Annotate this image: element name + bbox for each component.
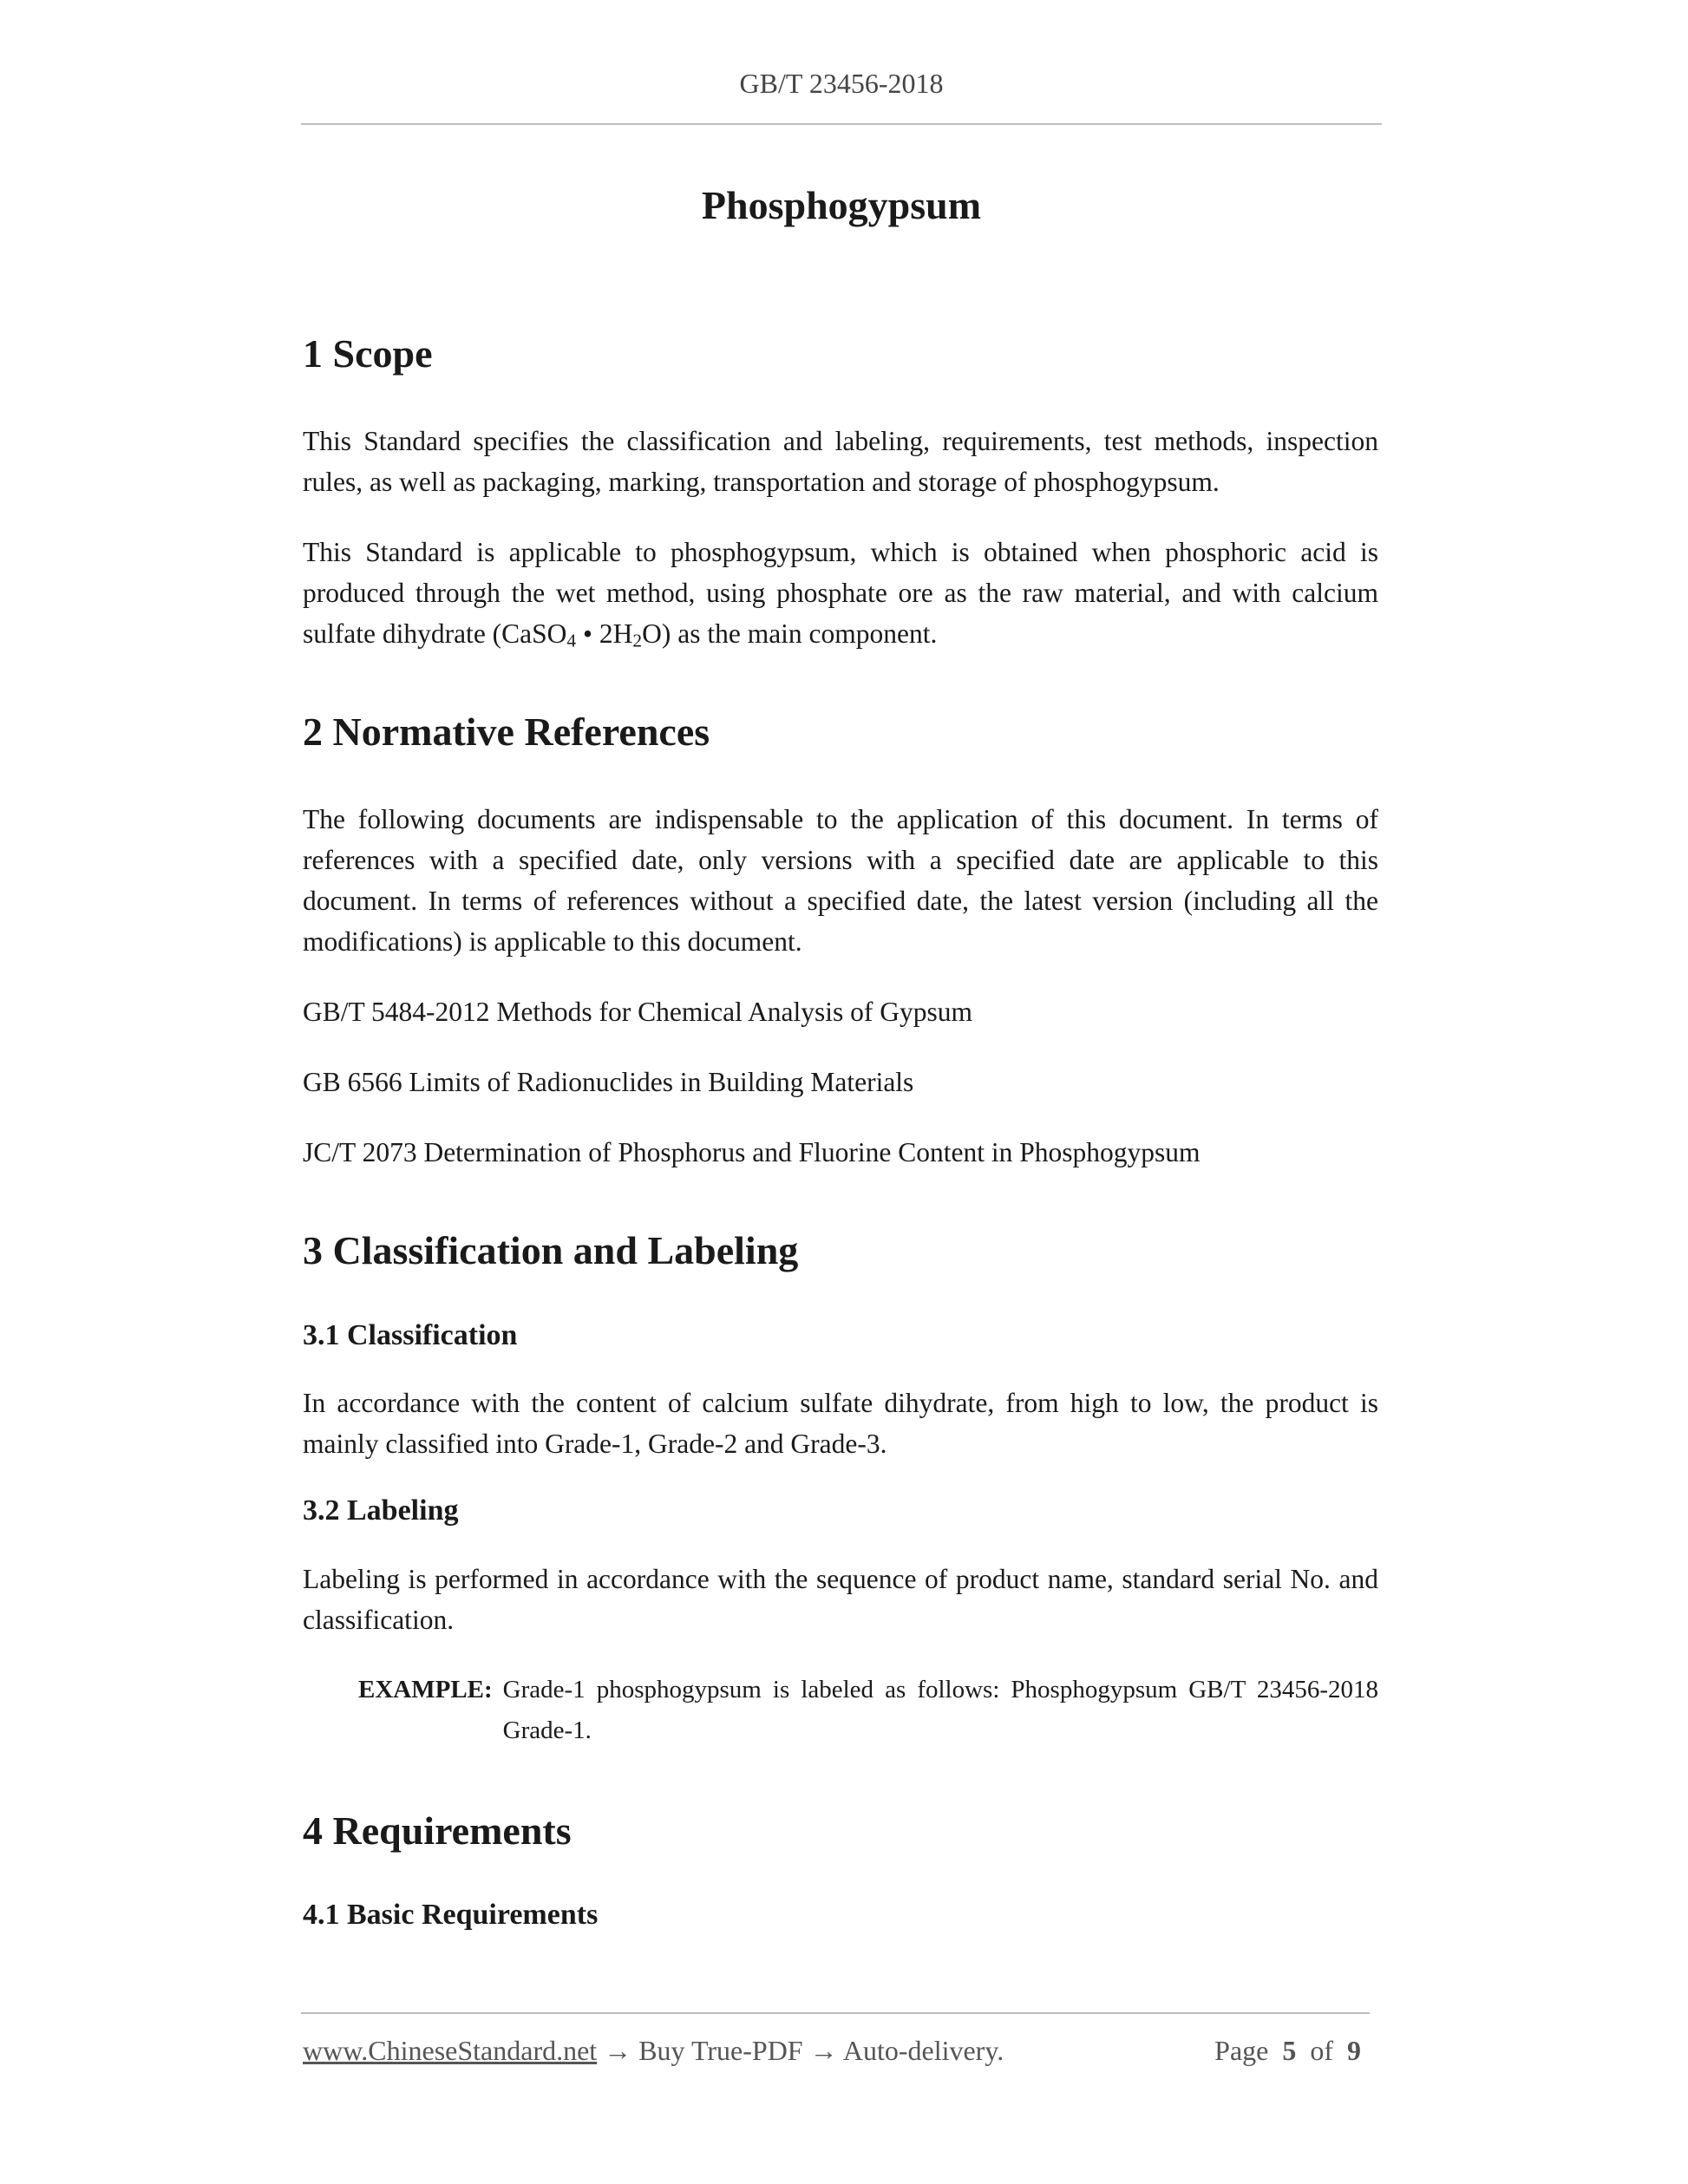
section-heading-scope: 1 Scope: [303, 331, 433, 376]
page-total: 9: [1347, 2035, 1361, 2066]
example-note: [358, 1670, 1378, 1751]
document-title: Phosphogypsum: [701, 183, 982, 227]
subsection-heading-labeling: 3.2 Labeling: [303, 1494, 459, 1527]
page-indicator: [1214, 2035, 1368, 2067]
reference-item: GB 6566 Limits of Radionuclides in Building Materials: [303, 1067, 914, 1098]
page-header: GB/T 23456-2018: [739, 68, 944, 99]
scope-paragraph-2: [303, 532, 1378, 654]
classification-paragraph: In accordance with the content of calcium sulfate dihydrate, from high to low, the product is mainly classified into Grade-1, Grade-2 and Grade-3.: [303, 1388, 1378, 1460]
section-heading-normative-references: 2 Normative References: [303, 709, 710, 755]
scope-p2-text-start: This Standard is applicable to phosphogypsum, which is obtained when phosphoric acid is produced through the wet method, using phosphate ore as the raw material, and with calcium sulfate dihydrate (CaSO: [303, 537, 1378, 650]
normative-paragraph: The following documents are indispensable to the application of this document. In terms of references with a specified date, only versions with a specified date are applicable to this document. In terms of references without a specified date, the latest version (including all the modifications) is applicable to this document.: [303, 804, 1378, 958]
example-label: EXAMPLE:: [358, 1676, 493, 1704]
footer-promo: [303, 2035, 1004, 2067]
header-divider: [301, 123, 1382, 125]
scope-p2-text-end: O) as the main component.: [642, 618, 938, 650]
scope-paragraph-1: This Standard specifies the classification and labeling, requirements, test methods, inspection rules, as well as packaging, marking, transportation and storage of phosphogypsum.: [303, 426, 1378, 498]
section-heading-classification-labeling: 3 Classification and Labeling: [303, 1228, 799, 1273]
section-heading-requirements: 4 Requirements: [303, 1808, 572, 1854]
subsection-heading-basic-requirements: 4.1 Basic Requirements: [303, 1899, 599, 1932]
footer-divider: [301, 2012, 1370, 2014]
labeling-paragraph: Labeling is performed in accordance with the sequence of product name, standard serial No. and classification.: [303, 1564, 1378, 1636]
page-footer: [303, 2035, 1368, 2067]
page-label: Page: [1214, 2035, 1269, 2066]
reference-item: GB/T 5484-2012 Methods for Chemical Analysis of Gypsum: [303, 997, 972, 1028]
reference-item: JC/T 2073 Determination of Phosphorus and Fluorine Content in Phosphogypsum: [303, 1137, 1201, 1168]
scope-p2-text-mid: • 2H: [576, 618, 633, 650]
subscript-2: 2: [632, 630, 643, 651]
document-body: [303, 330, 1378, 1933]
page-current: 5: [1282, 2035, 1297, 2066]
subscript-4: 4: [566, 630, 577, 651]
site-link[interactable]: www.ChineseStandard.net: [303, 2035, 598, 2066]
subsection-heading-classification: 3.1 Classification: [303, 1318, 518, 1351]
footer-promo-text: → Buy True-PDF → Auto-delivery.: [597, 2035, 1004, 2066]
page-of: of: [1310, 2035, 1333, 2066]
example-text: Grade-1 phosphogypsum is labeled as follows: Phosphogypsum GB/T 23456-2018 Grade-1.: [502, 1676, 1378, 1745]
